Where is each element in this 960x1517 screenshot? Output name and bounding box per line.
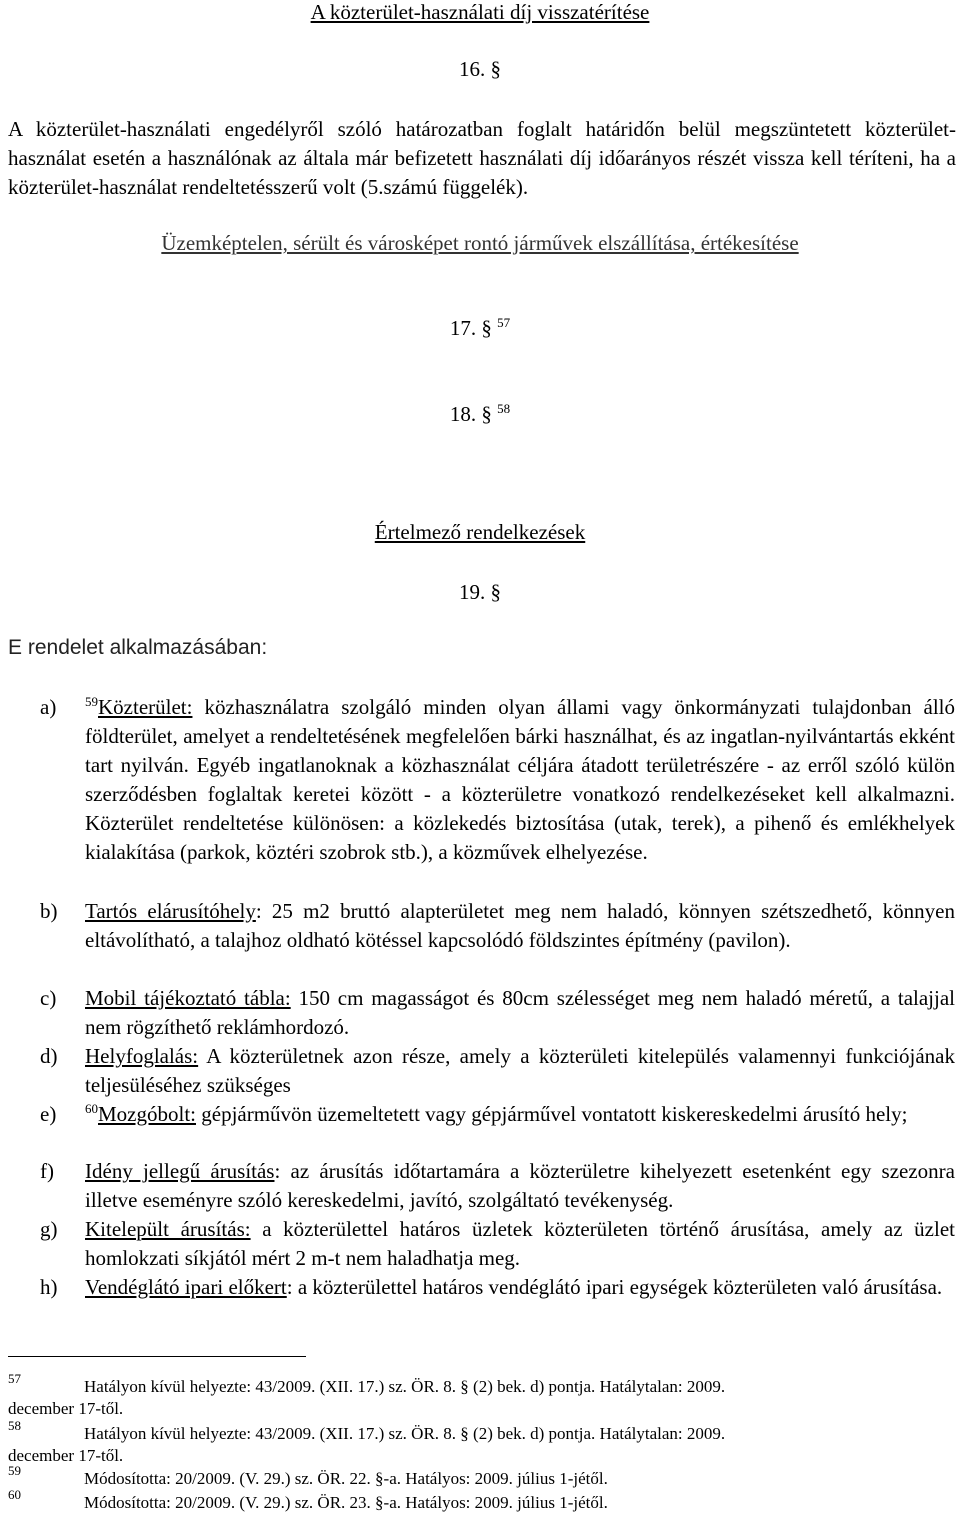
footnote-ref-60[interactable]: 60 <box>85 1101 98 1116</box>
footnote-57 <box>8 1371 956 1420</box>
definition-body: gépjárművön üzemeltetett vagy gépjárművel vontatott kiskereskedelmi árusító hely; <box>196 1102 908 1126</box>
footnote-ref-58[interactable]: 58 <box>497 401 511 416</box>
footnote-text: Módosította: 20/2009. (V. 29.) sz. ÖR. 22. §-a. Hatályos: 2009. július 1-jétől. <box>84 1469 608 1488</box>
section-17 <box>0 316 960 341</box>
definition-key: a) <box>40 695 57 719</box>
definition-text <box>85 1157 955 1215</box>
footnote-ref-57[interactable]: 57 <box>497 315 511 330</box>
definition-text <box>85 1215 955 1273</box>
definition-text <box>85 1042 955 1100</box>
definition-item <box>40 693 955 867</box>
section-17-number: 17. § <box>449 316 492 340</box>
footnote-59 <box>8 1463 956 1490</box>
definition-key: b) <box>40 899 58 923</box>
definition-term: Közterület: <box>98 695 193 719</box>
footnote-separator <box>8 1356 306 1357</box>
definition-text <box>85 984 955 1042</box>
footnote-60 <box>8 1487 956 1514</box>
definition-body: A közterületnek azon része, amely a közterületi kitelepülés valamennyi funkciójának teljesüléséhez szükséges <box>85 1044 955 1097</box>
footnote-text: Módosította: 20/2009. (V. 29.) sz. ÖR. 23. §-a. Hatályos: 2009. július 1-jétől. <box>84 1493 608 1512</box>
definition-item <box>40 984 955 1042</box>
definition-body: : 25 m2 bruttó alapterületet meg nem haladó, könnyen szétszedhető, könnyen eltávolítható, a talajhoz oldható kötéssel kapcsolódó földszintes építmény (pavilon). <box>85 899 955 952</box>
heading-definitions: Értelmező rendelkezések <box>374 520 586 544</box>
definition-item <box>40 1215 955 1273</box>
definition-key: e) <box>40 1102 57 1126</box>
footnote-text-continued: december 17-től. <box>8 1399 124 1418</box>
definition-text <box>85 897 955 955</box>
section-18-number: 18. § <box>449 402 492 426</box>
definition-term: Vendéglátó ipari előkert <box>85 1275 287 1299</box>
definition-text <box>85 693 955 867</box>
definition-term: Idény jellegű árusítás <box>85 1159 275 1183</box>
definition-item <box>40 1042 955 1100</box>
heading-refund: A közterület-használati díj visszatérítése <box>310 0 650 24</box>
definition-item <box>40 1157 955 1215</box>
definition-key: g) <box>40 1217 58 1241</box>
definition-body: közhasználatra szolgáló minden olyan állami vagy önkormányzati tulajdonban álló földterület, amelyet a rendeltetésének megfelelően bárki használhat, és az ingatlan-nyilvántartás ekként tart nyilván. Egyéb ingatlanoknak a közhasználat céljára átadott területrészére - az erről szóló külön szerződésben foglaltak keretei között - a közterületre vonatkozó rendelkezéseket kell alkalmazni. Közterület rendeltetése különösen: a közlekedés biztosítása (utak, terek), a pihenő és emlékhelyek kialakítása (parkok, köztéri szobrok stb.), a közművek elhelyezése. <box>85 695 955 864</box>
applies-label: E rendelet alkalmazásában: <box>8 636 268 659</box>
footnote-58 <box>8 1418 956 1467</box>
footnote-number: 59 <box>8 1463 21 1478</box>
definition-item <box>40 1100 955 1129</box>
section-18 <box>0 402 960 427</box>
definition-text <box>85 1273 955 1302</box>
definition-item <box>40 1273 955 1302</box>
definition-item <box>40 897 955 955</box>
definition-key: h) <box>40 1275 58 1299</box>
definition-key: c) <box>40 986 57 1010</box>
definition-term: Mozgóbolt: <box>98 1102 196 1126</box>
definition-key: d) <box>40 1044 58 1068</box>
footnote-text-continued: december 17-től. <box>8 1446 124 1465</box>
footnote-text: Hatályon kívül helyezte: 43/2009. (XII. 17.) sz. ÖR. 8. § (2) bek. d) pontja. Hatálytalan: 2009. <box>84 1424 726 1443</box>
definition-term: Mobil tájékoztató tábla: <box>85 986 291 1010</box>
section-16-number: 16. § <box>459 57 501 81</box>
definition-term: Tartós elárusítóhely <box>85 899 256 923</box>
definition-body: a közterülettel határos üzletek közterületen történő árusítása, amely az üzlet homlokzati síkjától mért 2 m-t nem haladhatja meg. <box>85 1217 955 1270</box>
footnote-number: 58 <box>8 1418 21 1433</box>
footnote-text: Hatályon kívül helyezte: 43/2009. (XII. 17.) sz. ÖR. 8. § (2) bek. d) pontja. Hatálytalan: 2009. <box>84 1377 726 1396</box>
heading-vehicles: Üzemképtelen, sérült és városképet rontó járművek elszállítása, értékesítése <box>161 231 799 255</box>
footnote-number: 60 <box>8 1487 21 1502</box>
definition-text <box>85 1100 955 1129</box>
definition-body: : az árusítás időtartamára a közterületre kihelyezett esetenként egy szezonra illetve eseményre szóló kereskedelmi, javító, szolgáltató tevékenység. <box>85 1159 955 1212</box>
definition-key: f) <box>40 1159 54 1183</box>
section-19-number: 19. § <box>459 580 501 604</box>
intro-paragraph: A közterület-használati engedélyről szóló határozatban foglalt határidőn belül megszüntetett közterület-használat esetén a használónak az általa már befizetett használati díj időarányos részét vissza kell téríteni, ha a közterület-használat rendeltetésszerű volt (5.számú függelék). <box>8 117 956 199</box>
definition-body: : a közterülettel határos vendéglátó ipari egységek közterületen való árusítása. <box>286 1275 943 1299</box>
definition-term: Kitelepült árusítás: <box>85 1217 251 1241</box>
footnote-ref-59[interactable]: 59 <box>85 694 98 709</box>
definition-body: 150 cm magasságot és 80cm szélességet meg nem haladó méretű, a talajjal nem rögzíthető reklámhordozó. <box>85 986 955 1039</box>
definition-term: Helyfoglalás: <box>85 1044 199 1068</box>
footnote-number: 57 <box>8 1371 21 1386</box>
